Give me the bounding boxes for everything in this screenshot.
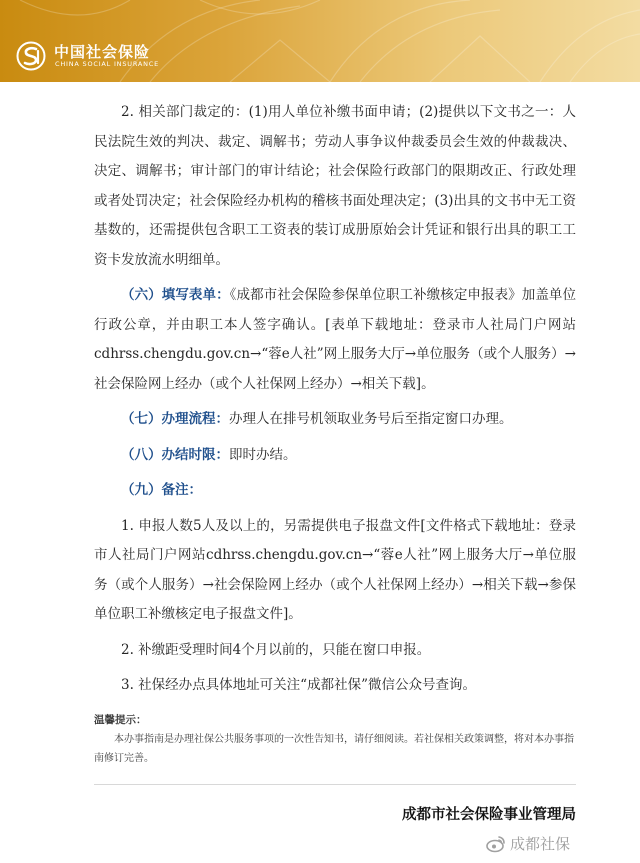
warm-tip-title: 温馨提示： bbox=[94, 714, 147, 726]
section-6-text: 《成都市社会保险参保单位职工补缴核定申报表》加盖单位行政公章，并由职工本人签字确认。[表单下载地址：登录市人社局门户网站cdhrss.chengdu.gov.cn→“蓉e人社”网上服务大厅→单位服务（或个人服务）→社会保险网上经办（或个人社保网上经办）→相关下载]。 bbox=[94, 287, 577, 392]
logo-cn-text: 中国社会保险 bbox=[54, 43, 151, 61]
section-6-paragraph bbox=[94, 281, 576, 399]
note-3-paragraph: 3. 社保经办点具体地址可关注“成都社保”微信公众号查询。 bbox=[121, 677, 476, 693]
si-logo-icon bbox=[16, 41, 46, 71]
weibo-watermark bbox=[486, 833, 570, 854]
note-2-paragraph: 2. 补缴距受理时间4个月以前的，只能在窗口申报。 bbox=[121, 641, 431, 658]
warm-tip-text: 本办事指南是办理社保公共服务事项的一次性告知书，请仔细阅读。若社保相关政策调整，将对本办事指南修订完善。 bbox=[94, 734, 574, 764]
warm-tip-box bbox=[94, 712, 576, 768]
note-1-paragraph: 1. 申报人数5人及以上的，另需提供电子报盘文件[文件格式下载地址：登录市人社局门户网站cdhrss.chengdu.gov.cn→“蓉e人社”网上服务大厅→单位服务（或个人服务）→社会保险网上经办（或个人社保网上经办）→相关下载→参保单位职工补缴核定电子报盘文件]。 bbox=[94, 517, 576, 622]
logo-en-text: CHINA SOCIAL INSURANCE bbox=[55, 60, 160, 68]
section-8-paragraph bbox=[94, 441, 576, 471]
section-9-title: （九）备注： bbox=[121, 482, 202, 498]
header-banner bbox=[0, 0, 640, 82]
section-6-title: （六）填写表单： bbox=[121, 287, 230, 303]
document-body bbox=[94, 98, 576, 701]
section-8-title: （八）办结时限： bbox=[121, 446, 229, 463]
section-9-paragraph bbox=[94, 476, 576, 506]
item-2-paragraph: 2. 相关部门裁定的：(1)用人单位补缴书面申请；(2)提供以下文书之一：人民法院生效的判决、裁定、调解书；劳动人事争议仲裁委员会生效的仲裁裁决、决定、调解书；审计部门的审计结论；社会保险行政部门的限期改正、行政处理或者处罚决定；社会保险经办机构的稽核书面处理决定；(3)出具的文书中无工资基数的，还需提供包含职工工资表的装订成册原始会计凭证和银行出具的职工工资卡发放流水明细单。 bbox=[94, 104, 576, 268]
watermark-text: 成都社保 bbox=[510, 835, 571, 853]
section-7-text: 办理人在排号机领取业务号后至指定窗口办理。 bbox=[229, 411, 513, 427]
footer-divider bbox=[94, 784, 576, 785]
section-8-text: 即时办结。 bbox=[229, 446, 297, 463]
weibo-icon bbox=[486, 835, 506, 853]
issuing-organization: 成都市社会保险事业管理局 bbox=[402, 807, 576, 823]
section-7-title: （七）办理流程： bbox=[121, 411, 229, 427]
section-7-paragraph bbox=[94, 405, 576, 435]
